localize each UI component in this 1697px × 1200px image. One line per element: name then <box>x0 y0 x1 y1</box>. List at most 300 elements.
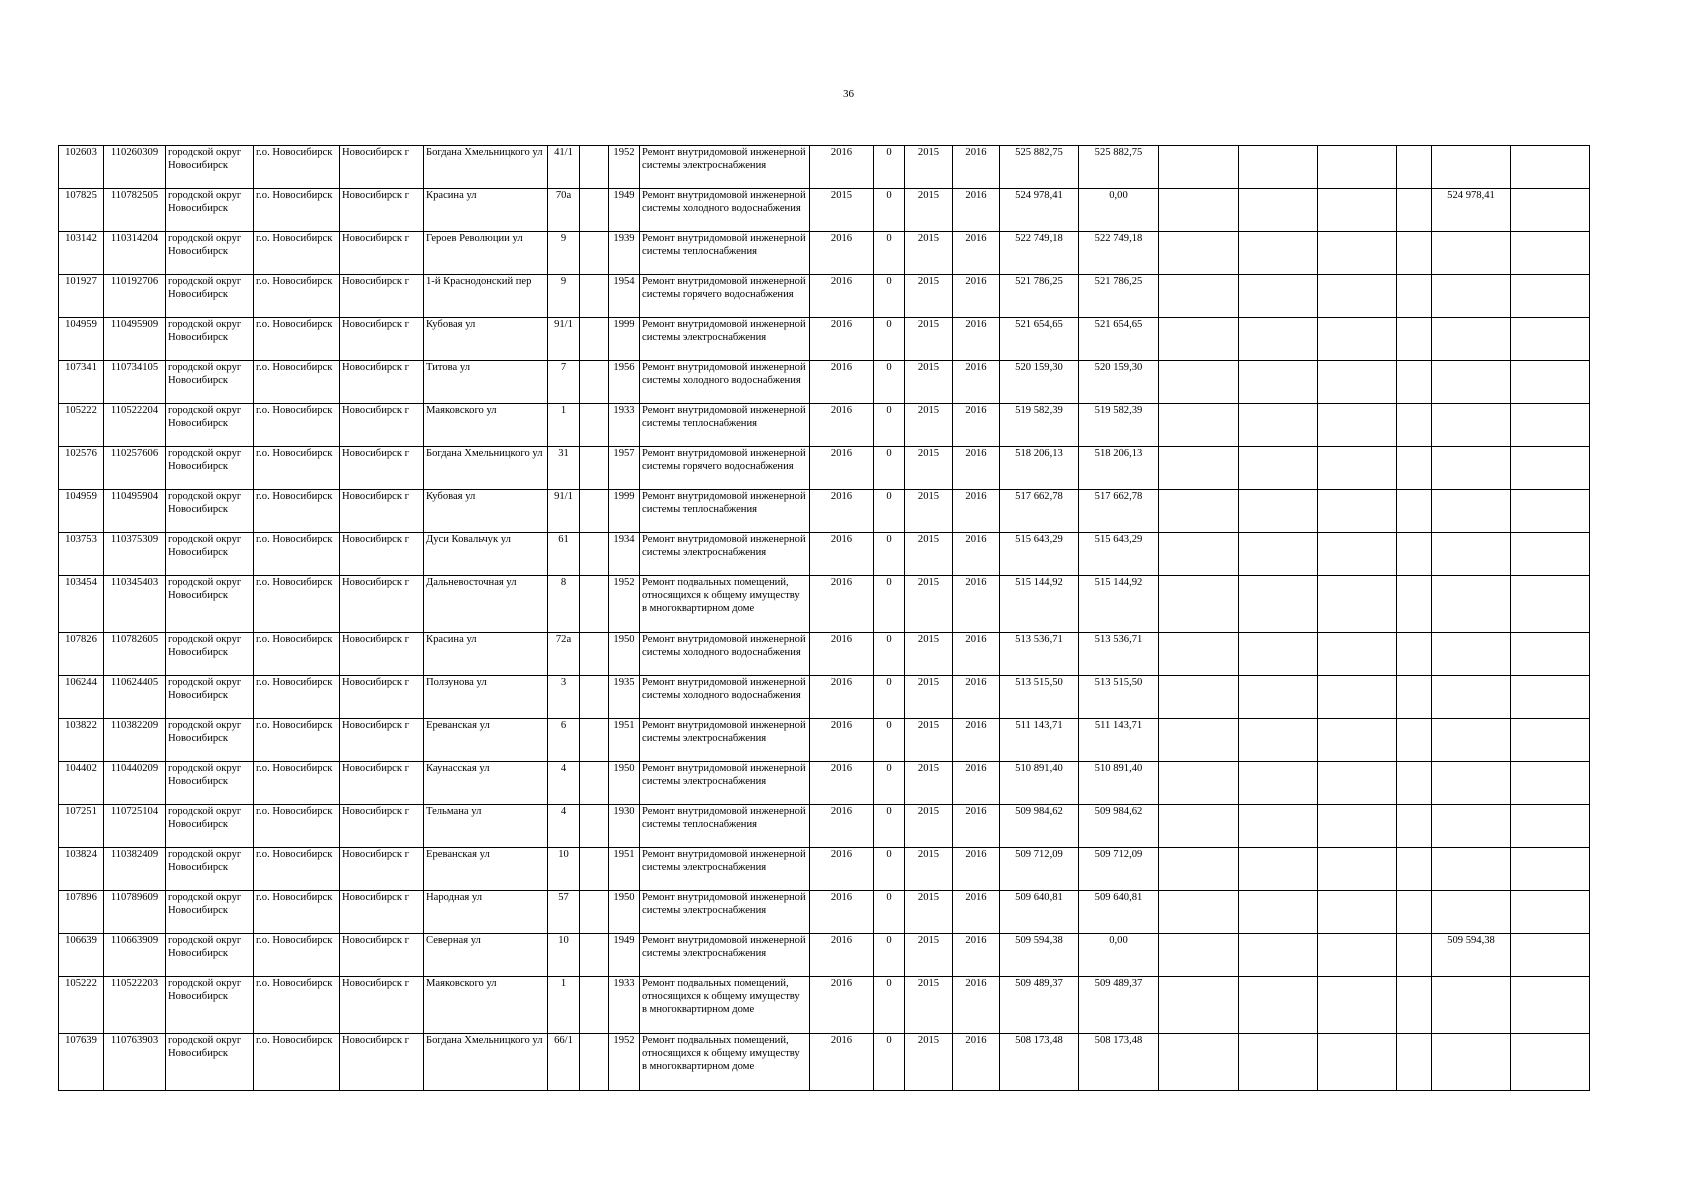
cell-year-built: 1950 <box>609 633 640 676</box>
cell-year-from: 2015 <box>905 762 953 805</box>
cell-cost-total: 513 536,71 <box>1000 633 1079 676</box>
cell-cost-total: 513 515,50 <box>1000 676 1079 719</box>
cell-city: Новосибирск г <box>340 404 424 447</box>
cell-empty-cell <box>1318 762 1397 805</box>
cell-year-from: 2015 <box>905 189 953 232</box>
cell-building-number <box>580 533 609 576</box>
cell-cost-fund: 513 536,71 <box>1079 633 1159 676</box>
cell-cost-fund: 517 662,78 <box>1079 490 1159 533</box>
cell-empty-cell <box>1239 189 1318 232</box>
cell-empty-cell <box>1397 891 1432 934</box>
cell-empty-cell <box>1239 447 1318 490</box>
cell-work-type: Ремонт подвальных помещений, относящихся к общему имуществу в многоквартирном доме <box>640 977 810 1034</box>
cell-empty-cell <box>1159 490 1239 533</box>
cell-year-built: 1951 <box>609 848 640 891</box>
cell-building-number <box>580 676 609 719</box>
cell-district: г.о. Новосибирск <box>254 633 340 676</box>
cell-cost-total: 509 594,38 <box>1000 934 1079 977</box>
cell-district: г.о. Новосибирск <box>254 676 340 719</box>
cell-district: г.о. Новосибирск <box>254 490 340 533</box>
cell-municipality: городской округ Новосибирск <box>166 848 254 891</box>
cell-building-number <box>580 977 609 1034</box>
cell-year-to: 2016 <box>953 275 1000 318</box>
cell-municipality: городской округ Новосибирск <box>166 275 254 318</box>
cell-work-type: Ремонт внутридомовой инженерной системы теплоснабжения <box>640 805 810 848</box>
cell-work-type: Ремонт внутридомовой инженерной системы холодного водоснабжения <box>640 361 810 404</box>
cell-house-number: 57 <box>548 891 580 934</box>
cell-city: Новосибирск г <box>340 762 424 805</box>
cell-cost-other <box>1432 361 1511 404</box>
cell-work-code: 110440209 <box>104 762 166 805</box>
cell-cost-total: 515 643,29 <box>1000 533 1079 576</box>
cell-empty-cell <box>1511 977 1590 1034</box>
cell-house-number: 3 <box>548 676 580 719</box>
cell-house-number: 9 <box>548 275 580 318</box>
cell-empty-cell <box>1318 146 1397 189</box>
cell-empty-cell <box>1239 633 1318 676</box>
cell-city: Новосибирск г <box>340 676 424 719</box>
cell-empty-cell <box>1239 533 1318 576</box>
cell-empty-cell <box>1318 275 1397 318</box>
cell-empty-cell <box>1397 533 1432 576</box>
cell-district: г.о. Новосибирск <box>254 805 340 848</box>
cell-empty-cell <box>1397 318 1432 361</box>
cell-empty-cell <box>1511 361 1590 404</box>
cell-year-built: 1933 <box>609 977 640 1034</box>
cell-street: Кубовая ул <box>424 490 548 533</box>
cell-empty-cell <box>1239 1034 1318 1091</box>
cell-year-to: 2016 <box>953 977 1000 1034</box>
cell-cost-total: 515 144,92 <box>1000 576 1079 633</box>
cell-cost-other <box>1432 762 1511 805</box>
cell-cost-other <box>1432 805 1511 848</box>
cell-empty-cell <box>1239 977 1318 1034</box>
cell-empty-cell <box>1239 361 1318 404</box>
cell-district: г.о. Новосибирск <box>254 533 340 576</box>
cell-cost-fund: 0,00 <box>1079 934 1159 977</box>
cell-cost-fund: 519 582,39 <box>1079 404 1159 447</box>
cell-year-built: 1949 <box>609 934 640 977</box>
cell-record-id: 102576 <box>59 447 104 490</box>
cell-year-from: 2015 <box>905 275 953 318</box>
cell-year-to: 2016 <box>953 533 1000 576</box>
cell-city: Новосибирск г <box>340 576 424 633</box>
cell-empty-cell <box>1397 189 1432 232</box>
cell-cost-other <box>1432 977 1511 1034</box>
cell-plan-year: 2016 <box>810 633 874 676</box>
cell-cost-fund: 521 654,65 <box>1079 318 1159 361</box>
cell-street: Тельмана ул <box>424 805 548 848</box>
cell-zero-value: 0 <box>874 633 905 676</box>
cell-city: Новосибирск г <box>340 633 424 676</box>
cell-house-number: 1 <box>548 977 580 1034</box>
cell-year-from: 2015 <box>905 977 953 1034</box>
cell-cost-other <box>1432 146 1511 189</box>
cell-empty-cell <box>1511 490 1590 533</box>
cell-building-number <box>580 848 609 891</box>
cell-cost-total: 509 712,09 <box>1000 848 1079 891</box>
cell-cost-fund: 521 786,25 <box>1079 275 1159 318</box>
cell-cost-other <box>1432 1034 1511 1091</box>
cell-year-from: 2015 <box>905 576 953 633</box>
cell-year-built: 1957 <box>609 447 640 490</box>
cell-empty-cell <box>1397 934 1432 977</box>
cell-municipality: городской округ Новосибирск <box>166 977 254 1034</box>
cell-house-number: 7 <box>548 361 580 404</box>
cell-municipality: городской округ Новосибирск <box>166 576 254 633</box>
cell-house-number: 91/1 <box>548 318 580 361</box>
cell-district: г.о. Новосибирск <box>254 977 340 1034</box>
cell-work-code: 110522204 <box>104 404 166 447</box>
cell-work-code: 110495904 <box>104 490 166 533</box>
cell-year-built: 1934 <box>609 533 640 576</box>
cell-year-built: 1930 <box>609 805 640 848</box>
cell-zero-value: 0 <box>874 275 905 318</box>
cell-cost-other <box>1432 490 1511 533</box>
cell-municipality: городской округ Новосибирск <box>166 146 254 189</box>
cell-zero-value: 0 <box>874 977 905 1034</box>
cell-municipality: городской округ Новосибирск <box>166 189 254 232</box>
cell-year-to: 2016 <box>953 189 1000 232</box>
cell-empty-cell <box>1397 490 1432 533</box>
cell-year-to: 2016 <box>953 361 1000 404</box>
cell-empty-cell <box>1318 805 1397 848</box>
cell-district: г.о. Новосибирск <box>254 275 340 318</box>
cell-building-number <box>580 275 609 318</box>
cell-year-from: 2015 <box>905 533 953 576</box>
cell-cost-fund: 511 143,71 <box>1079 719 1159 762</box>
cell-cost-total: 525 882,75 <box>1000 146 1079 189</box>
table-row <box>59 762 1590 805</box>
cell-street: Северная ул <box>424 934 548 977</box>
cell-street: 1-й Краснодонский пер <box>424 275 548 318</box>
cell-plan-year: 2016 <box>810 447 874 490</box>
cell-street: Ереванская ул <box>424 719 548 762</box>
cell-record-id: 103824 <box>59 848 104 891</box>
cell-year-built: 1952 <box>609 1034 640 1091</box>
cell-year-from: 2015 <box>905 848 953 891</box>
cell-empty-cell <box>1397 977 1432 1034</box>
cell-empty-cell <box>1318 719 1397 762</box>
cell-cost-other <box>1432 232 1511 275</box>
cell-district: г.о. Новосибирск <box>254 318 340 361</box>
cell-empty-cell <box>1159 404 1239 447</box>
cell-empty-cell <box>1397 447 1432 490</box>
cell-municipality: городской округ Новосибирск <box>166 934 254 977</box>
cell-cost-other <box>1432 719 1511 762</box>
cell-empty-cell <box>1397 146 1432 189</box>
cell-empty-cell <box>1159 719 1239 762</box>
cell-zero-value: 0 <box>874 676 905 719</box>
cell-empty-cell <box>1318 232 1397 275</box>
cell-empty-cell <box>1159 891 1239 934</box>
cell-municipality: городской округ Новосибирск <box>166 1034 254 1091</box>
cell-district: г.о. Новосибирск <box>254 576 340 633</box>
cell-plan-year: 2016 <box>810 146 874 189</box>
cell-empty-cell <box>1239 232 1318 275</box>
cell-city: Новосибирск г <box>340 275 424 318</box>
cell-municipality: городской округ Новосибирск <box>166 490 254 533</box>
cell-plan-year: 2016 <box>810 275 874 318</box>
page-number: 36 <box>843 88 854 100</box>
cell-house-number: 72а <box>548 633 580 676</box>
cell-year-from: 2015 <box>905 318 953 361</box>
cell-work-code: 110382209 <box>104 719 166 762</box>
table-row <box>59 848 1590 891</box>
cell-year-built: 1954 <box>609 275 640 318</box>
cell-zero-value: 0 <box>874 848 905 891</box>
cell-work-type: Ремонт внутридомовой инженерной системы теплоснабжения <box>640 490 810 533</box>
cell-cost-fund: 515 643,29 <box>1079 533 1159 576</box>
cell-empty-cell <box>1511 146 1590 189</box>
cell-record-id: 104402 <box>59 762 104 805</box>
cell-building-number <box>580 146 609 189</box>
table-row <box>59 977 1590 1034</box>
cell-work-code: 110314204 <box>104 232 166 275</box>
cell-work-type: Ремонт внутридомовой инженерной системы горячего водоснабжения <box>640 275 810 318</box>
cell-empty-cell <box>1318 848 1397 891</box>
cell-year-from: 2015 <box>905 361 953 404</box>
table-row <box>59 1034 1590 1091</box>
cell-cost-other <box>1432 576 1511 633</box>
cell-city: Новосибирск г <box>340 490 424 533</box>
cell-year-to: 2016 <box>953 676 1000 719</box>
cell-empty-cell <box>1159 189 1239 232</box>
cell-house-number: 1 <box>548 404 580 447</box>
cell-empty-cell <box>1397 1034 1432 1091</box>
cell-empty-cell <box>1318 676 1397 719</box>
cell-house-number: 91/1 <box>548 490 580 533</box>
cell-empty-cell <box>1511 719 1590 762</box>
cell-municipality: городской округ Новосибирск <box>166 762 254 805</box>
cell-municipality: городской округ Новосибирск <box>166 719 254 762</box>
cell-cost-fund: 509 640,81 <box>1079 891 1159 934</box>
cell-municipality: городской округ Новосибирск <box>166 447 254 490</box>
cell-street: Богдана Хмельницкого ул <box>424 146 548 189</box>
cell-municipality: городской округ Новосибирск <box>166 404 254 447</box>
cell-plan-year: 2015 <box>810 189 874 232</box>
cell-empty-cell <box>1159 676 1239 719</box>
cell-record-id: 104959 <box>59 490 104 533</box>
cell-empty-cell <box>1318 934 1397 977</box>
cell-year-built: 1952 <box>609 146 640 189</box>
cell-plan-year: 2016 <box>810 361 874 404</box>
cell-empty-cell <box>1511 762 1590 805</box>
cell-empty-cell <box>1511 891 1590 934</box>
cell-cost-other <box>1432 318 1511 361</box>
cell-building-number <box>580 762 609 805</box>
cell-record-id: 103454 <box>59 576 104 633</box>
cell-work-code: 110663909 <box>104 934 166 977</box>
cell-city: Новосибирск г <box>340 891 424 934</box>
cell-street: Богдана Хмельницкого ул <box>424 447 548 490</box>
cell-year-to: 2016 <box>953 146 1000 189</box>
cell-empty-cell <box>1239 318 1318 361</box>
cell-district: г.о. Новосибирск <box>254 361 340 404</box>
cell-zero-value: 0 <box>874 404 905 447</box>
cell-municipality: городской округ Новосибирск <box>166 361 254 404</box>
cell-work-type: Ремонт внутридомовой инженерной системы электроснабжения <box>640 719 810 762</box>
cell-year-built: 1956 <box>609 361 640 404</box>
cell-work-code: 110345403 <box>104 576 166 633</box>
cell-building-number <box>580 490 609 533</box>
cell-city: Новосибирск г <box>340 848 424 891</box>
cell-empty-cell <box>1318 404 1397 447</box>
cell-zero-value: 0 <box>874 447 905 490</box>
cell-cost-total: 520 159,30 <box>1000 361 1079 404</box>
cell-district: г.о. Новосибирск <box>254 891 340 934</box>
cell-empty-cell <box>1318 533 1397 576</box>
cell-district: г.о. Новосибирск <box>254 146 340 189</box>
cell-empty-cell <box>1239 404 1318 447</box>
cell-work-code: 110495909 <box>104 318 166 361</box>
cell-empty-cell <box>1159 848 1239 891</box>
cell-year-to: 2016 <box>953 719 1000 762</box>
cell-empty-cell <box>1318 977 1397 1034</box>
cell-street: Дальневосточная ул <box>424 576 548 633</box>
cell-empty-cell <box>1318 189 1397 232</box>
cell-empty-cell <box>1318 891 1397 934</box>
cell-record-id: 105222 <box>59 977 104 1034</box>
cell-city: Новосибирск г <box>340 318 424 361</box>
cell-street: Героев Революции ул <box>424 232 548 275</box>
cell-work-code: 110782505 <box>104 189 166 232</box>
cell-cost-fund: 508 173,48 <box>1079 1034 1159 1091</box>
cell-house-number: 70а <box>548 189 580 232</box>
cell-building-number <box>580 633 609 676</box>
cell-year-built: 1950 <box>609 891 640 934</box>
cell-municipality: городской округ Новосибирск <box>166 676 254 719</box>
cell-plan-year: 2016 <box>810 676 874 719</box>
cell-city: Новосибирск г <box>340 719 424 762</box>
cell-empty-cell <box>1397 762 1432 805</box>
cell-empty-cell <box>1239 891 1318 934</box>
cell-house-number: 4 <box>548 762 580 805</box>
cell-empty-cell <box>1239 490 1318 533</box>
cell-empty-cell <box>1159 633 1239 676</box>
cell-house-number: 66/1 <box>548 1034 580 1091</box>
cell-empty-cell <box>1397 361 1432 404</box>
cell-cost-total: 519 582,39 <box>1000 404 1079 447</box>
cell-city: Новосибирск г <box>340 805 424 848</box>
cell-plan-year: 2016 <box>810 805 874 848</box>
cell-empty-cell <box>1239 719 1318 762</box>
cell-year-built: 1949 <box>609 189 640 232</box>
cell-empty-cell <box>1159 318 1239 361</box>
cell-year-from: 2015 <box>905 934 953 977</box>
cell-empty-cell <box>1159 762 1239 805</box>
cell-street: Ереванская ул <box>424 848 548 891</box>
cell-district: г.о. Новосибирск <box>254 1034 340 1091</box>
cell-empty-cell <box>1159 934 1239 977</box>
cell-plan-year: 2016 <box>810 977 874 1034</box>
cell-municipality: городской округ Новосибирск <box>166 533 254 576</box>
cell-record-id: 102603 <box>59 146 104 189</box>
cell-zero-value: 0 <box>874 576 905 633</box>
cell-empty-cell <box>1511 189 1590 232</box>
cell-empty-cell <box>1159 533 1239 576</box>
cell-building-number <box>580 1034 609 1091</box>
cell-year-from: 2015 <box>905 490 953 533</box>
cell-empty-cell <box>1511 633 1590 676</box>
cell-record-id: 103753 <box>59 533 104 576</box>
cell-city: Новосибирск г <box>340 146 424 189</box>
cell-empty-cell <box>1239 762 1318 805</box>
cell-building-number <box>580 891 609 934</box>
cell-work-code: 110257606 <box>104 447 166 490</box>
cell-city: Новосибирск г <box>340 447 424 490</box>
cell-cost-fund: 509 984,62 <box>1079 805 1159 848</box>
cell-cost-other <box>1432 891 1511 934</box>
cell-building-number <box>580 232 609 275</box>
cell-zero-value: 0 <box>874 762 905 805</box>
table-row <box>59 275 1590 318</box>
cell-work-code: 110382409 <box>104 848 166 891</box>
cell-house-number: 9 <box>548 232 580 275</box>
cell-building-number <box>580 805 609 848</box>
cell-building-number <box>580 318 609 361</box>
cell-zero-value: 0 <box>874 146 905 189</box>
cell-empty-cell <box>1159 805 1239 848</box>
cell-plan-year: 2016 <box>810 934 874 977</box>
cell-cost-fund: 525 882,75 <box>1079 146 1159 189</box>
cell-work-type: Ремонт внутридомовой инженерной системы холодного водоснабжения <box>640 189 810 232</box>
cell-empty-cell <box>1159 232 1239 275</box>
cell-plan-year: 2016 <box>810 318 874 361</box>
cell-city: Новосибирск г <box>340 1034 424 1091</box>
cell-plan-year: 2016 <box>810 490 874 533</box>
cell-district: г.о. Новосибирск <box>254 189 340 232</box>
cell-work-type: Ремонт внутридомовой инженерной системы электроснабжения <box>640 762 810 805</box>
cell-cost-total: 508 173,48 <box>1000 1034 1079 1091</box>
cell-cost-other: 524 978,41 <box>1432 189 1511 232</box>
cell-empty-cell <box>1318 1034 1397 1091</box>
cell-empty-cell <box>1239 805 1318 848</box>
cell-cost-fund: 509 489,37 <box>1079 977 1159 1034</box>
cell-municipality: городской округ Новосибирск <box>166 891 254 934</box>
cell-street: Красина ул <box>424 633 548 676</box>
cell-cost-fund: 0,00 <box>1079 189 1159 232</box>
cell-record-id: 107826 <box>59 633 104 676</box>
cell-year-from: 2015 <box>905 719 953 762</box>
cell-year-from: 2015 <box>905 404 953 447</box>
cell-year-from: 2015 <box>905 447 953 490</box>
cell-city: Новосибирск г <box>340 934 424 977</box>
cell-street: Титова ул <box>424 361 548 404</box>
cell-plan-year: 2016 <box>810 891 874 934</box>
cell-cost-fund: 515 144,92 <box>1079 576 1159 633</box>
cell-plan-year: 2016 <box>810 762 874 805</box>
cell-year-from: 2015 <box>905 146 953 189</box>
table-row <box>59 719 1590 762</box>
cell-street: Дуси Ковальчук ул <box>424 533 548 576</box>
cell-record-id: 101927 <box>59 275 104 318</box>
cell-district: г.о. Новосибирск <box>254 762 340 805</box>
cell-empty-cell <box>1511 934 1590 977</box>
cell-street: Кубовая ул <box>424 318 548 361</box>
table-row <box>59 490 1590 533</box>
cell-empty-cell <box>1511 447 1590 490</box>
cell-record-id: 107896 <box>59 891 104 934</box>
table-row <box>59 533 1590 576</box>
repair-registry-table <box>58 145 1590 1091</box>
cell-cost-total: 518 206,13 <box>1000 447 1079 490</box>
cell-cost-fund: 518 206,13 <box>1079 447 1159 490</box>
cell-municipality: городской округ Новосибирск <box>166 633 254 676</box>
cell-cost-total: 509 640,81 <box>1000 891 1079 934</box>
cell-cost-other <box>1432 633 1511 676</box>
cell-empty-cell <box>1397 676 1432 719</box>
